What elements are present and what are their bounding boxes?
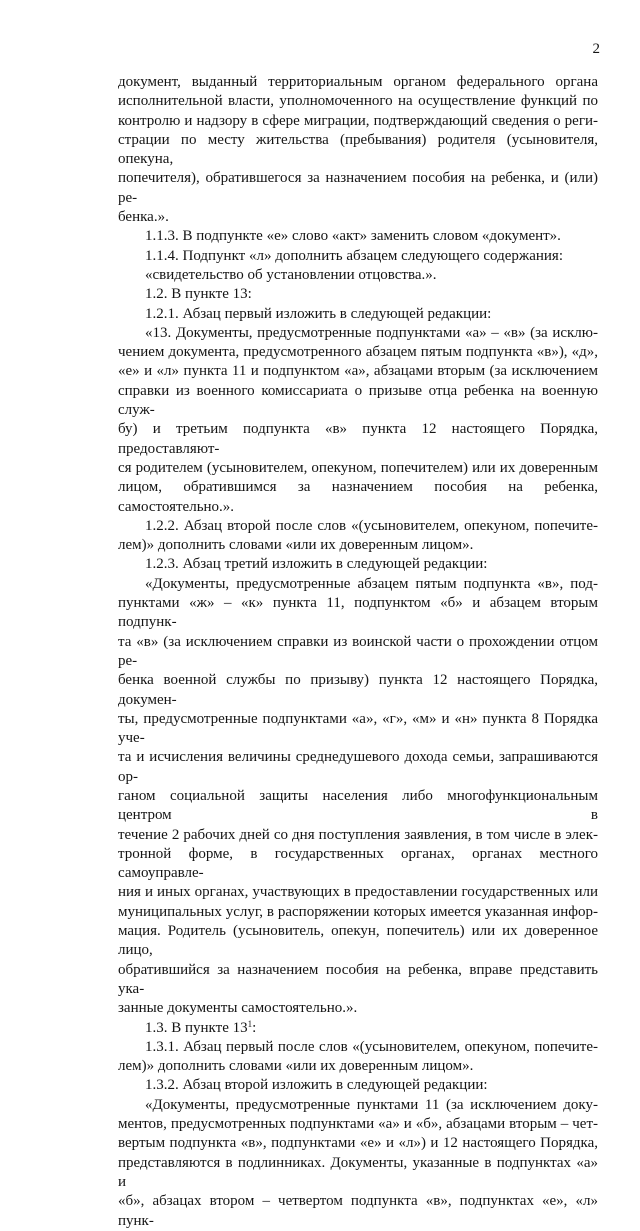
text-line: лицом, обратившимся за назначением пособия на ребенка, самостоятельно.».: [118, 479, 598, 515]
text-line: справки из военного комиссариата о призыве отца ребенка на военную служ-: [118, 382, 598, 419]
text-line: «б», абзацах втором – четвертом подпункта «в», подпунктах «е», «л» пунк-: [118, 1193, 598, 1229]
text-line: вертым подпункта «в», подпунктами «е» и «л») и 12 настоящего Порядка,: [118, 1135, 598, 1152]
text-line: лем)» дополнить словами «или их доверенным лицом».: [118, 537, 474, 554]
text-line: бенка военной службы по призыву) пункта 12 настоящего Порядка, докумен-: [118, 672, 598, 708]
text-line: «е» и «л» пункта 11 и подпунктом «а», абзацами вторым (за исключением: [118, 363, 598, 380]
text-line: ментов, предусмотренных подпунктами «а» и «б», абзацами вторым – чет-: [118, 1116, 598, 1133]
text-line: занные документы самостоятельно.».: [118, 1000, 358, 1017]
text-line: документ, выданный территориальным органом федерального органа: [118, 74, 598, 90]
text-line: 1.2.2. Абзац второй после слов «(усыновителем, опекуном, попечите-: [145, 517, 598, 534]
text-line: 1.2.3. Абзац третий изложить в следующей редакции:: [145, 556, 488, 573]
text-line: исполнительной власти, уполномоченного на осуществление функций по: [118, 93, 598, 110]
superscript: 1: [247, 1018, 253, 1029]
text-line: 1.1.3. В подпункте «е» слово «акт» заменить словом «документ».: [145, 228, 561, 245]
text-line: та «в» (за исключением справки из воинской части о прохождении отцом ре-: [118, 633, 598, 669]
document-body: [118, 73, 598, 1231]
page-number: 2: [592, 41, 600, 57]
text-line: пунктами «ж» – «к» пункта 11, подпунктом «б» и абзацем вторым подпунк-: [118, 595, 598, 631]
text-line: 1.2.1. Абзац первый изложить в следующей редакции:: [145, 305, 492, 322]
text-line: 1.3. В пункте $13^1$:: [145, 1018, 257, 1036]
text-line: контролю и надзору в сфере миграции, подтверждающий сведения о реги-: [118, 112, 598, 129]
text-line: лем)» дополнить словами «или их доверенным лицом».: [118, 1058, 474, 1075]
text-line: тронной форме, в государственных органах, органах местного самоуправле-: [118, 845, 598, 882]
text-line: 1.3.2. Абзац второй изложить в следующей редакции:: [145, 1077, 488, 1094]
text-line: ния и иных органах, участвующих в предоставлении государственных или: [118, 884, 598, 901]
text-line: «Документы, предусмотренные пунктами 11 (за исключением доку-: [145, 1096, 598, 1113]
text-line: 1.1.4. Подпункт «л» дополнить абзацем следующего содержания:: [145, 247, 564, 264]
text-line: ты, предусмотренные подпунктами «а», «г», «м» и «н» пункта 8 Порядка уче-: [118, 710, 598, 747]
text-line: бу) и третьим подпункта «в» пункта 12 настоящего Порядка, предоставляют-: [118, 421, 598, 457]
text-line: муниципальных услуг, в распоряжении которых имеется указанная инфор-: [118, 903, 598, 920]
text-line: «Документы, предусмотренные абзацем пятым подпункта «в», под-: [145, 575, 598, 592]
text-line: «свидетельство об установлении отцовства.».: [145, 266, 437, 283]
text-line: ганом социальной защиты населения либо многофункциональным центром в: [118, 787, 598, 824]
text-line: чением документа, предусмотренного абзацем пятым подпункта «в»), «д»,: [118, 344, 598, 361]
text-line: мация. Родитель (усыновитель, опекун, попечитель) или их доверенное лицо,: [118, 923, 598, 959]
text-line: «13. Документы, предусмотренные подпунктами «а» – «в» (за исклю-: [145, 324, 598, 341]
text-line: представляются в подлинниках. Документы, указанные в подпунктах «а» и: [118, 1154, 598, 1190]
text-line: бенка.».: [118, 209, 169, 226]
text-line: течение 2 рабочих дней со дня поступления заявления, в том числе в элек-: [118, 826, 598, 843]
text-line: 1.2. В пункте 13:: [145, 286, 252, 303]
text-line: 1.3.1. Абзац первый после слов «(усыновителем, опекуном, попечите-: [145, 1038, 598, 1055]
text-line: ся родителем (усыновителем, опекуном, попечителем) или их доверенным: [118, 459, 598, 476]
text-line: страции по месту жительства (пребывания) родителя (усыновителя, опекуна,: [118, 131, 598, 168]
text-line: та и исчисления величины среднедушевого дохода семьи, запрашиваются ор-: [118, 749, 598, 785]
text-line: попечителя), обратившегося за назначением пособия на ребенка, и (или) ре-: [118, 170, 598, 206]
text-line: обратившийся за назначением пособия на ребенка, вправе представить ука-: [118, 961, 598, 997]
